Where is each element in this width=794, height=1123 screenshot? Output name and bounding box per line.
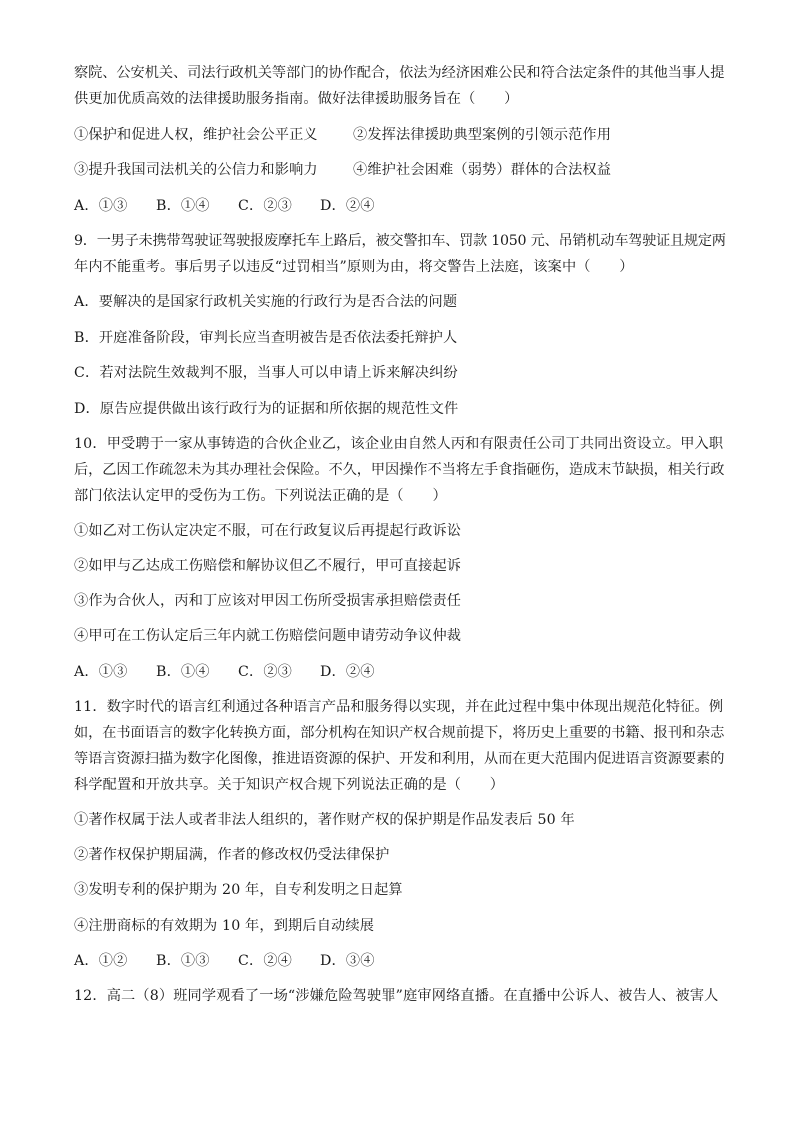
q10-stem-line-3: 部门依法认定甲的受伤为工伤。下列说法正确的是（ ）: [74, 488, 447, 504]
q8-choices: [74, 196, 724, 216]
q8-choice-b: B．①④: [156, 198, 210, 214]
q10-choices: [74, 662, 724, 682]
q9-option-a: A．要解决的是国家行政机关实施的行政行为是否合法的问题: [74, 294, 458, 310]
q10-item-4: ④甲可在工伤认定后三年内就工伤赔偿问题申请劳动争议仲裁: [74, 628, 462, 644]
q10-choice-a: A．①③: [74, 664, 128, 680]
q8-stem-line-2: 供更加优质高效的法律援助服务指南。做好法律援助服务旨在（ ）: [74, 91, 519, 107]
q8-item-3: ③提升我国司法机关的公信力和影响力: [74, 162, 318, 178]
q11-item-1: ①著作权属于法人或者非法人组织的，著作财产权的保护期是作品发表后 50 年: [74, 812, 575, 828]
q8-choice-c: C．②③: [238, 198, 293, 214]
q9-option-c: C．若对法院生效裁判不服，当事人可以申请上诉来解决纠纷: [74, 365, 458, 381]
q10-item-2: ②如甲与乙达成工伤赔偿和解协议但乙不履行，甲可直接起诉: [74, 558, 462, 574]
q10-item-1: ①如乙对工伤认定决定不服，可在行政复议后再提起行政诉讼: [74, 523, 462, 539]
q8-choice-a: A．①③: [74, 198, 128, 214]
q11-stem-line-2: 如，在书面语言的数字化转换方面，部分机构在知识产权合规前提下，将历史上重要的书籍、报刊和杂志: [74, 725, 725, 741]
q11-item-2: ②著作权保护期届满，作者的修改权仍受法律保护: [74, 847, 390, 863]
q11-item-4: ④注册商标的有效期为 10 年，到期后自动续展: [74, 918, 375, 934]
q8-item-1: ①保护和促进人权，维护社会公平正义: [74, 127, 318, 143]
q11-stem-line-4: 科学配置和开放共享。关于知识产权合规下列说法正确的是（ ）: [74, 777, 505, 793]
q11-choice-a: A．①②: [74, 953, 128, 969]
q10-choice-c: C．②③: [238, 664, 293, 680]
q9-stem-line-1: 9．一男子未携带驾驶证驾驶报废摩托车上路后，被交警扣车、罚款 1050 元、吊销机动车驾驶证且规定两: [74, 233, 726, 249]
q9-stem-line-2: 年内不能重考。事后男子以违反“过罚相当”原则为由，将交警告上法庭，该案中（ ）: [74, 259, 634, 275]
q11-stem-line-1: 11．数字时代的语言红利通过各种语言产品和服务得以实现，并在此过程中集中体现出规范化特征。例: [74, 699, 724, 715]
q11-choices: [74, 951, 724, 971]
q10-stem-line-1: 10．甲受聘于一家从事铸造的合伙企业乙，该企业由自然人丙和有限责任公司丁共同出资设立。甲入职: [74, 436, 724, 452]
q9-option-d: D．原告应提供做出该行政行为的证据和所依据的规范性文件: [74, 401, 459, 417]
q8-item-2: ②发挥法律援助典型案例的引领示范作用: [353, 127, 612, 143]
q8-stem-line-1: 察院、公安机关、司法行政机关等部门的协作配合，依法为经济困难公民和符合法定条件的其他当事人提: [74, 65, 725, 81]
q11-choice-b: B．①③: [156, 953, 210, 969]
q8-item-4: ④维护社会困难（弱势）群体的合法权益: [353, 162, 612, 178]
q10-item-3: ③作为合伙人，丙和丁应该对甲因工伤所受损害承担赔偿责任: [74, 593, 462, 609]
q10-choice-d: D．②④: [320, 664, 375, 680]
q11-choice-d: D．③④: [320, 953, 375, 969]
q11-item-3: ③发明专利的保护期为 20 年，自专利发明之日起算: [74, 882, 403, 898]
q9-option-b: B．开庭准备阶段，审判长应当查明被告是否依法委托辩护人: [74, 330, 458, 346]
q10-stem-line-2: 后，乙因工作疏忽未为其办理社会保险。不久，甲因操作不当将左手食指砸伤，造成末节缺损，相关行政: [74, 462, 725, 478]
q8-items-row-2: [74, 160, 724, 180]
q10-choice-b: B．①④: [156, 664, 210, 680]
q8-choice-d: D．②④: [320, 198, 375, 214]
q11-stem-line-3: 等语言资源扫描为数字化图像，推进语资源的保护、开发和利用，从而在更大范围内促进语言资源要素的: [74, 751, 725, 767]
q8-items-row-1: [74, 125, 724, 145]
q11-choice-c: C．②④: [238, 953, 293, 969]
q12-stem-line-1: 12．高二（8）班同学观看了一场“涉嫌危险驾驶罪”庭审网络直播。在直播中公诉人、被告人、被害人: [74, 988, 719, 1004]
